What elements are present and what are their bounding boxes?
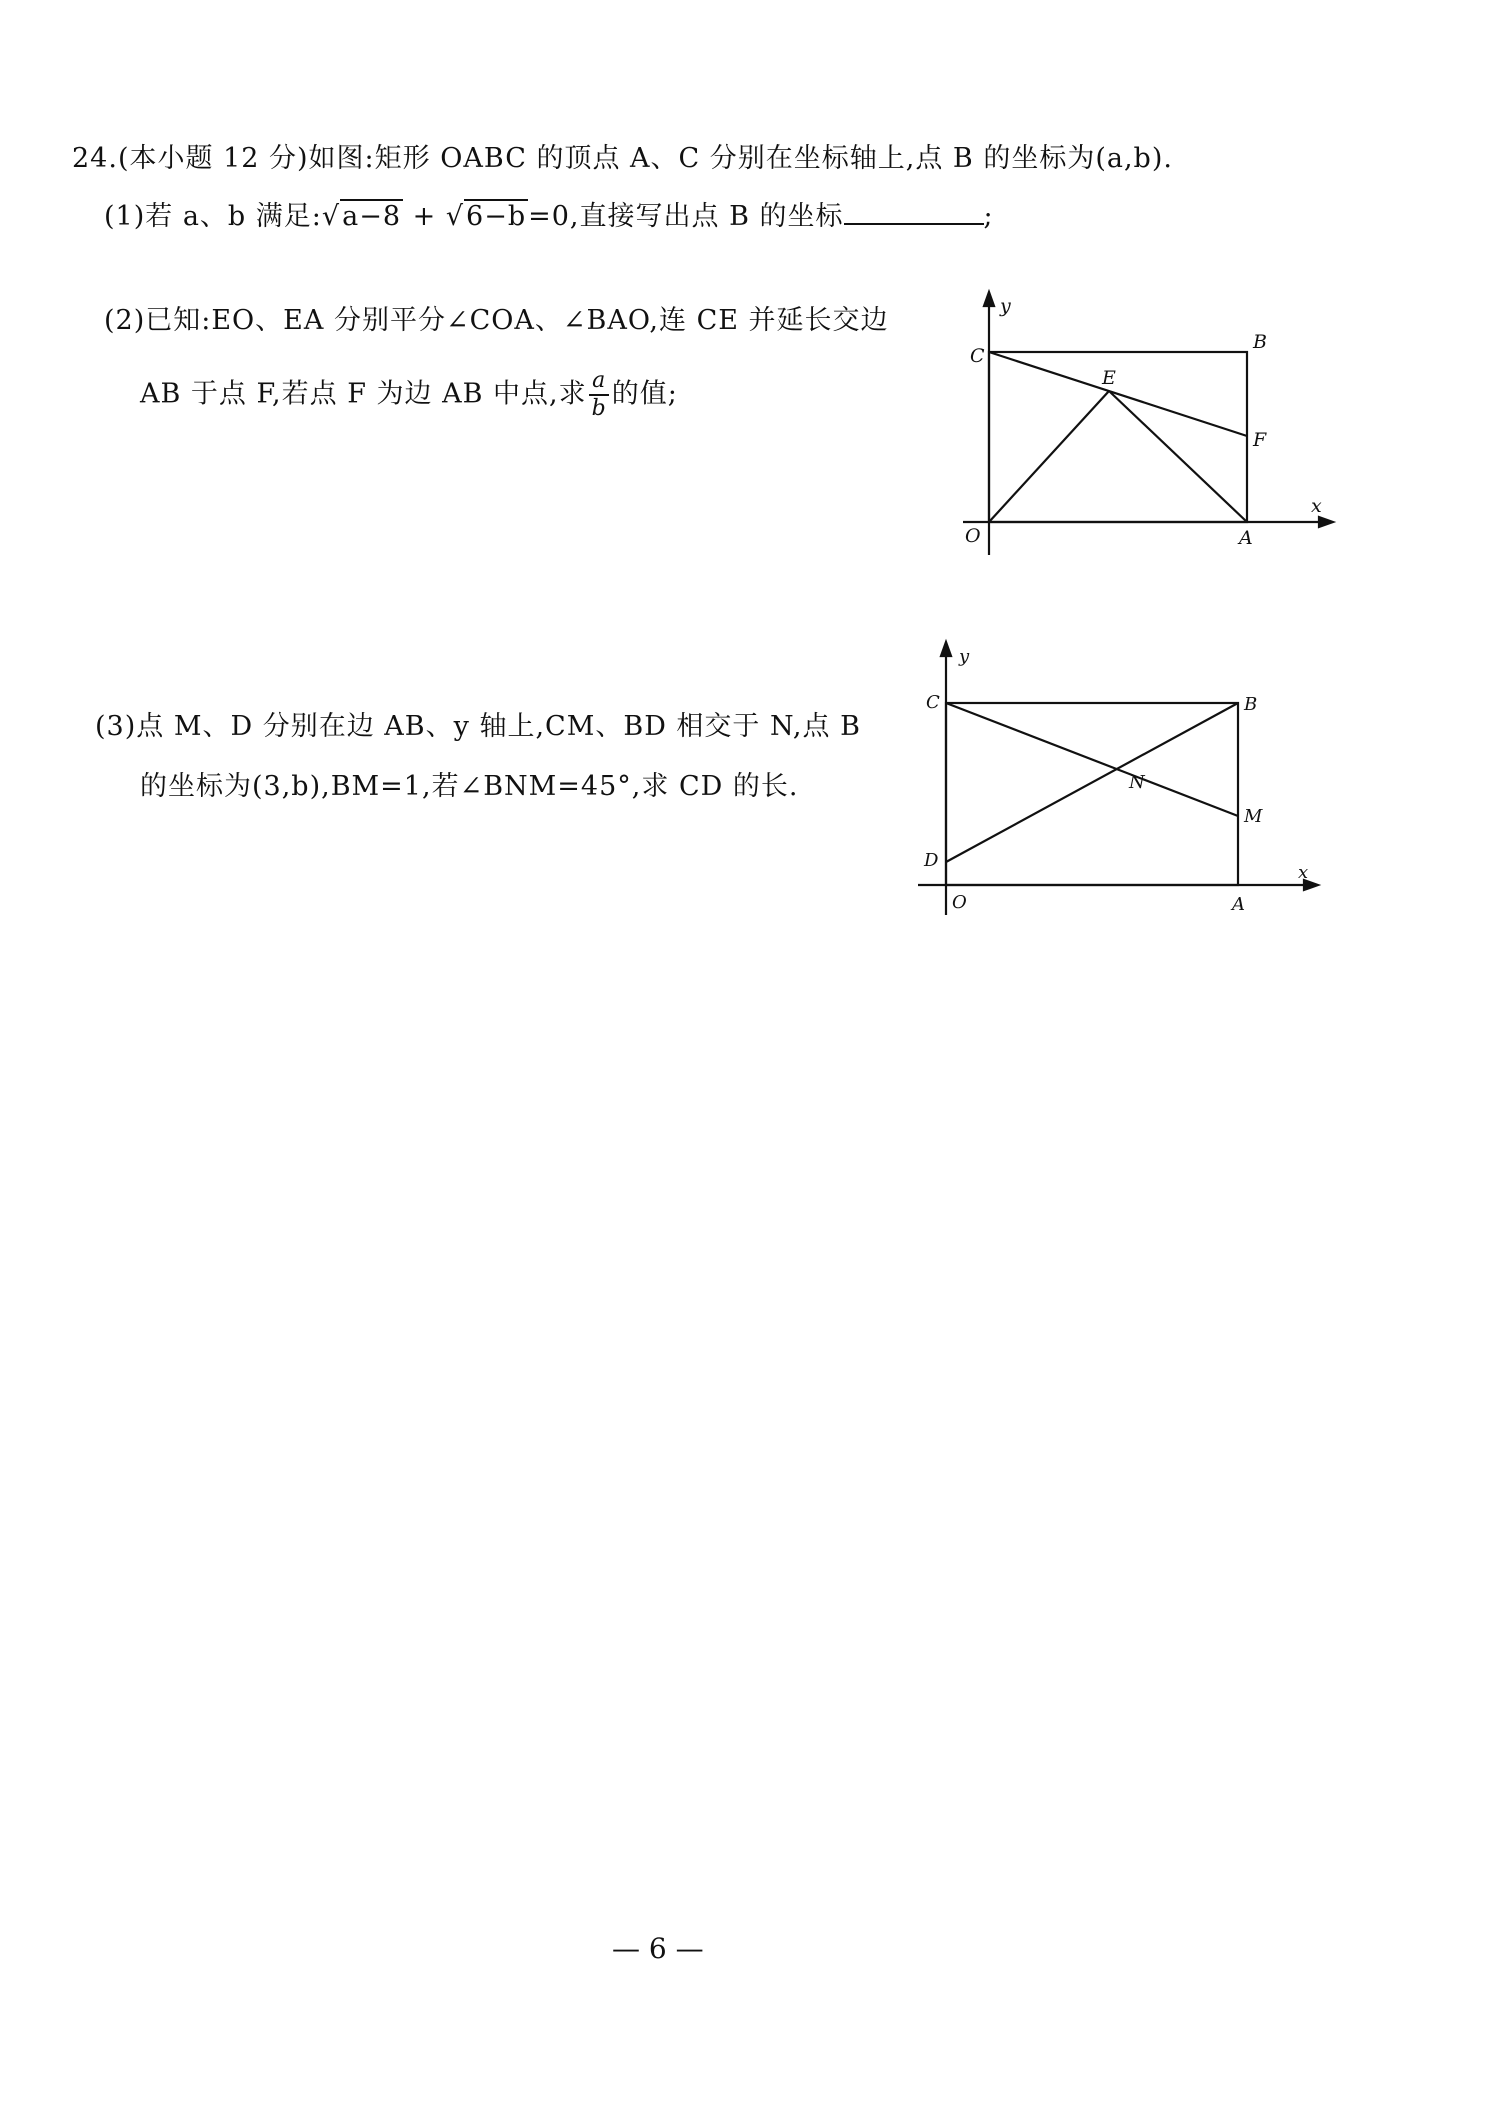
label-F: F (1253, 429, 1267, 451)
rectangle-OABC (989, 352, 1247, 522)
figure-2-drawing (910, 640, 1320, 920)
y-axis-arrow (941, 642, 951, 656)
label-N: N (1129, 772, 1145, 793)
label-C: C (926, 692, 940, 713)
label-B: B (1253, 331, 1267, 353)
part2-line1: (2)已知:EO、EA 分别平分∠COA、∠BAO,连 CE 并延长交边 (104, 305, 889, 336)
part3-line2: 的坐标为(3,b),BM=1,若∠BNM=45°,求 CD 的长. (140, 771, 799, 802)
label-A: A (1232, 894, 1245, 915)
segment-BD (946, 703, 1238, 862)
label-x: x (1311, 495, 1322, 517)
sqrt-expression-2: √6−b (445, 201, 527, 232)
label-A: A (1239, 527, 1253, 549)
label-x: x (1298, 862, 1309, 883)
label-B: B (1244, 694, 1258, 715)
part2-line2: AB 于点 F,若点 F 为边 AB 中点,求 $\frac{a}{b}$ 的值; (140, 368, 678, 421)
rectangle-OABC (946, 703, 1238, 885)
y-axis-arrow (984, 292, 994, 306)
answer-blank[interactable] (844, 197, 984, 225)
fraction-a-over-b: $\frac{a}{b}$ (589, 370, 610, 420)
x-axis-arrow (1319, 517, 1333, 527)
label-O: O (952, 892, 967, 913)
label-M: M (1244, 806, 1263, 827)
part1-text: (1)若 a、b 满足:√a−8 + √6−b=0,直接写出点 B 的坐标 ; (104, 194, 994, 233)
problem-header-text: (本小题 12 分)如图:矩形 OABC 的顶点 A、C 分别在坐标轴上,点 B 的坐标为(a,b). (117, 143, 1173, 174)
label-E: E (1102, 367, 1116, 389)
segment-CF (989, 352, 1247, 436)
label-O: O (965, 525, 981, 547)
part1-lead: (1)若 a、b 满足: (104, 201, 322, 232)
label-C: C (970, 345, 985, 367)
segment-OE (989, 391, 1109, 522)
problem-header (72, 136, 1173, 175)
label-y: y (1000, 295, 1011, 317)
label-D: D (924, 850, 939, 871)
part3-line1: (3)点 M、D 分别在边 AB、y 轴上,CM、BD 相交于 N,点 B (95, 711, 861, 742)
segment-EA (1109, 391, 1247, 522)
part1-tail: =0,直接写出点 B 的坐标 (528, 201, 844, 232)
sqrt-expression-1: √a−8 (321, 201, 402, 232)
label-y: y (959, 646, 970, 667)
figure-1 (945, 290, 1335, 570)
problem-number: 24. (72, 143, 118, 174)
page-number: — 6 — (612, 1932, 704, 1965)
segment-CM (946, 703, 1238, 816)
